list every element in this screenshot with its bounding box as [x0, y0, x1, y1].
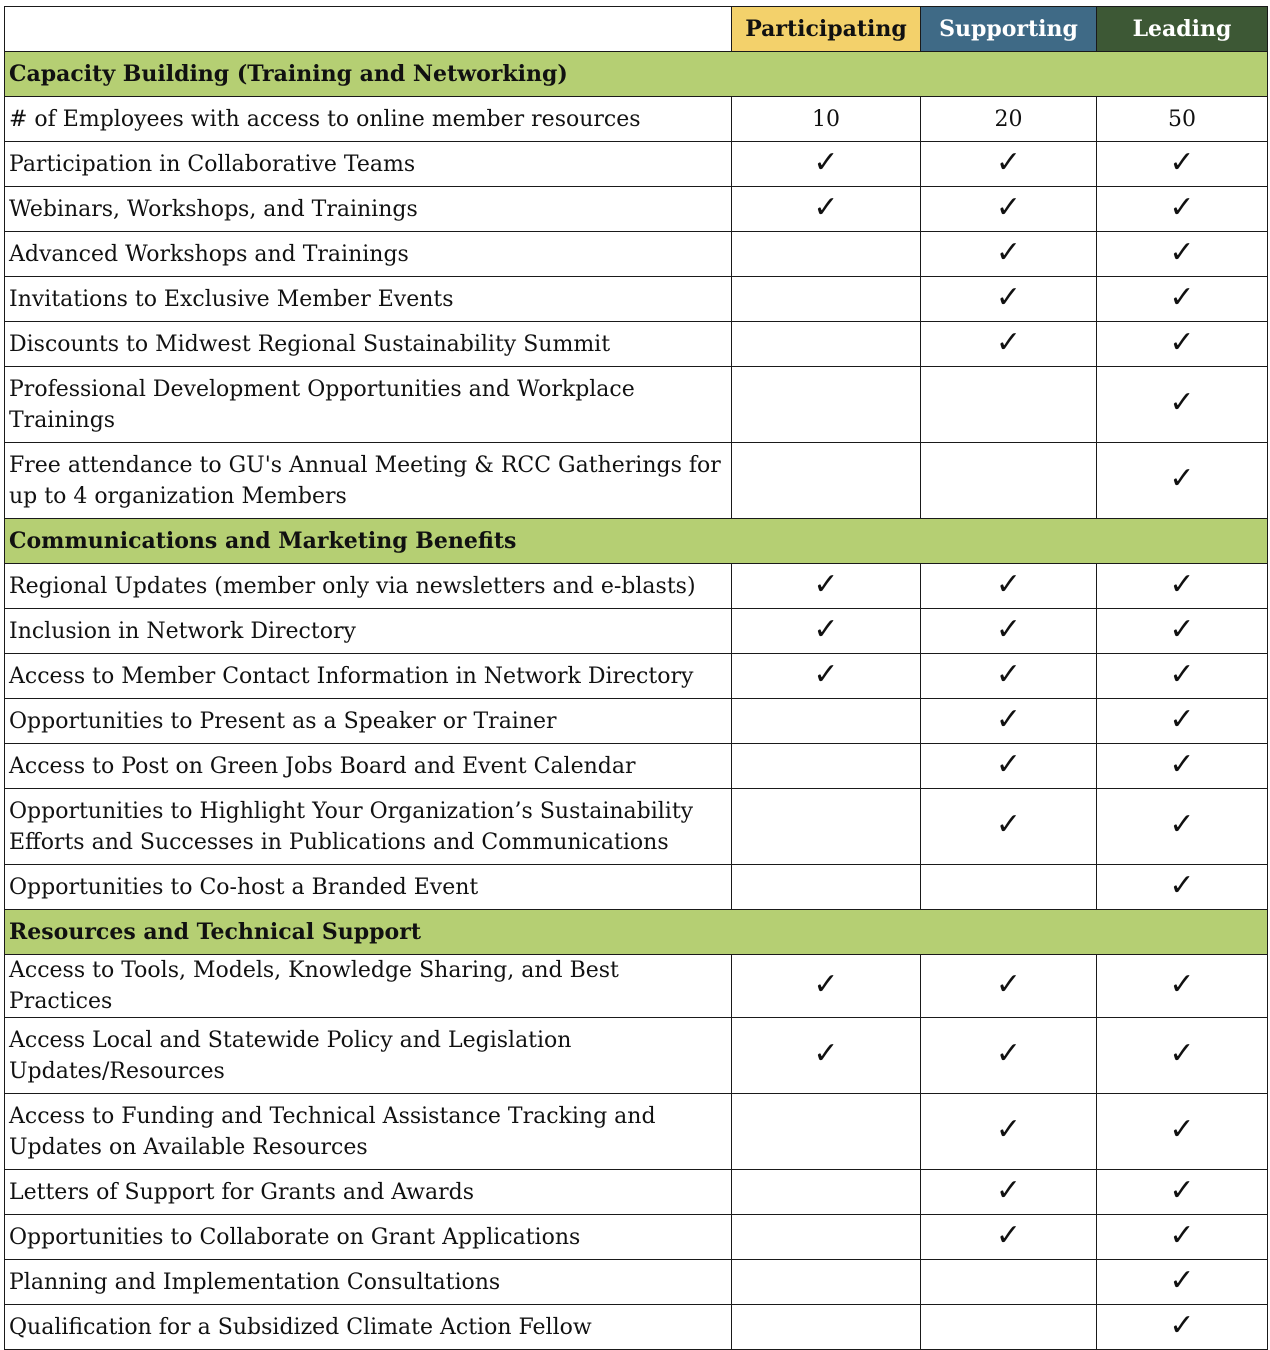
benefit-cell-leading [1097, 789, 1268, 865]
checkmark-icon: ✓ [995, 189, 1022, 225]
benefit-cell-participating [732, 865, 921, 910]
benefit-cell-leading [1097, 142, 1268, 187]
checkmark-icon: ✓ [813, 189, 839, 225]
table-row [5, 1305, 1268, 1350]
benefit-cell-leading [1097, 443, 1268, 519]
checkmark-icon: ✓ [813, 656, 839, 692]
benefit-cell-supporting [921, 277, 1097, 322]
checkmark-icon: ✓ [995, 746, 1022, 782]
benefit-cell-participating [732, 654, 921, 699]
section-header-row [5, 52, 1268, 97]
benefit-cell-supporting [921, 865, 1097, 910]
checkmark-icon: ✓ [1169, 385, 1195, 420]
benefit-cell-participating [732, 187, 921, 232]
checkmark-icon: ✓ [1169, 566, 1195, 602]
table-row [5, 1018, 1268, 1094]
benefit-label: Planning and Implementation Consultations [5, 1260, 732, 1305]
benefit-label: Letters of Support for Grants and Awards [5, 1170, 732, 1215]
benefit-cell-leading [1097, 1094, 1268, 1170]
checkmark-icon: ✓ [995, 234, 1022, 270]
benefit-cell-supporting [921, 1305, 1097, 1350]
benefit-cell-participating [732, 699, 921, 744]
benefit-cell-leading [1097, 1305, 1268, 1350]
checkmark-icon: ✓ [1169, 144, 1195, 180]
benefit-cell-leading [1097, 322, 1268, 367]
benefit-cell-supporting [921, 564, 1097, 609]
checkmark-icon: ✓ [995, 1172, 1022, 1208]
table-row [5, 187, 1268, 232]
benefit-cell-supporting: 20 [921, 97, 1097, 142]
benefit-label: Opportunities to Highlight Your Organization’s Sustainability Efforts and Successes in Publications and Communications [5, 789, 732, 865]
benefit-cell-leading [1097, 232, 1268, 277]
checkmark-icon: ✓ [813, 566, 839, 602]
tier-header-supporting: Supporting [921, 7, 1097, 52]
table-row [5, 1170, 1268, 1215]
benefit-cell-participating [732, 277, 921, 322]
section-header-row [5, 910, 1268, 955]
benefit-cell-supporting [921, 1170, 1097, 1215]
checkmark-icon: ✓ [1169, 279, 1195, 315]
benefit-cell-leading [1097, 1215, 1268, 1260]
checkmark-icon: ✓ [995, 279, 1022, 315]
benefit-label: Free attendance to GU's Annual Meeting & RCC Gatherings for up to 4 organization Members [5, 443, 732, 519]
benefit-cell-participating [732, 1305, 921, 1350]
benefit-cell-leading [1097, 744, 1268, 789]
checkmark-icon: ✓ [1169, 701, 1195, 737]
checkmark-icon: ✓ [1169, 867, 1195, 903]
benefit-label: Regional Updates (member only via newsletters and e-blasts) [5, 564, 732, 609]
section-title: Communications and Marketing Benefits [5, 519, 1268, 564]
benefit-cell-supporting [921, 187, 1097, 232]
benefit-cell-participating [732, 322, 921, 367]
table-row [5, 744, 1268, 789]
table-row [5, 789, 1268, 865]
checkmark-icon: ✓ [1169, 189, 1195, 225]
benefit-cell-supporting [921, 1018, 1097, 1094]
checkmark-icon: ✓ [1169, 1036, 1195, 1071]
checkmark-icon: ✓ [995, 144, 1022, 180]
checkmark-icon: ✓ [1169, 461, 1195, 496]
table-row [5, 1260, 1268, 1305]
benefit-cell-supporting [921, 322, 1097, 367]
table-row [5, 654, 1268, 699]
checkmark-icon: ✓ [1169, 656, 1195, 692]
benefit-cell-participating [732, 564, 921, 609]
table-row [5, 564, 1268, 609]
table-row [5, 865, 1268, 910]
checkmark-icon: ✓ [1169, 611, 1195, 647]
checkmark-icon: ✓ [995, 1036, 1022, 1071]
checkmark-icon: ✓ [995, 701, 1022, 737]
benefit-cell-leading [1097, 609, 1268, 654]
checkmark-icon: ✓ [1169, 746, 1195, 782]
benefit-cell-participating [732, 232, 921, 277]
benefit-cell-supporting [921, 367, 1097, 443]
benefit-cell-supporting [921, 955, 1097, 1018]
benefit-cell-participating [732, 789, 921, 865]
checkmark-icon: ✓ [1169, 1112, 1195, 1147]
checkmark-icon: ✓ [1169, 1262, 1195, 1298]
benefit-cell-participating [732, 955, 921, 1018]
section-title: Resources and Technical Support [5, 910, 1268, 955]
checkmark-icon: ✓ [1169, 966, 1195, 1002]
checkmark-icon: ✓ [1169, 234, 1195, 270]
benefit-cell-participating [732, 367, 921, 443]
benefit-cell-leading [1097, 699, 1268, 744]
benefit-label: Opportunities to Co-host a Branded Event [5, 865, 732, 910]
benefit-cell-participating [732, 1094, 921, 1170]
checkmark-icon: ✓ [995, 1217, 1022, 1253]
table-row [5, 322, 1268, 367]
benefit-cell-leading [1097, 1170, 1268, 1215]
benefit-cell-participating [732, 744, 921, 789]
checkmark-icon: ✓ [813, 966, 839, 1002]
benefit-label: Participation in Collaborative Teams [5, 142, 732, 187]
benefit-label: # of Employees with access to online member resources [5, 97, 732, 142]
checkmark-icon: ✓ [995, 807, 1022, 842]
benefit-cell-leading [1097, 564, 1268, 609]
benefit-cell-supporting [921, 142, 1097, 187]
benefit-cell-leading [1097, 187, 1268, 232]
table-row [5, 1215, 1268, 1260]
benefit-label: Access to Member Contact Information in Network Directory [5, 654, 732, 699]
benefit-cell-participating [732, 1260, 921, 1305]
benefit-cell-leading [1097, 1260, 1268, 1305]
benefit-cell-supporting [921, 699, 1097, 744]
checkmark-icon: ✓ [995, 611, 1022, 647]
table-row [5, 142, 1268, 187]
benefit-label: Professional Development Opportunities and Workplace Trainings [5, 367, 732, 443]
section-header-row [5, 519, 1268, 564]
benefit-label: Opportunities to Present as a Speaker or Trainer [5, 699, 732, 744]
benefit-cell-participating [732, 1018, 921, 1094]
benefit-cell-supporting [921, 1094, 1097, 1170]
tier-header-leading: Leading [1097, 7, 1268, 52]
benefit-cell-participating [732, 142, 921, 187]
benefit-label: Access to Tools, Models, Knowledge Sharing, and Best Practices [5, 955, 732, 1018]
benefit-cell-supporting [921, 789, 1097, 865]
benefit-label: Webinars, Workshops, and Trainings [5, 187, 732, 232]
benefit-label: Access to Post on Green Jobs Board and Event Calendar [5, 744, 732, 789]
benefit-label: Access to Funding and Technical Assistance Tracking and Updates on Available Resources [5, 1094, 732, 1170]
header-blank-cell [5, 7, 732, 52]
benefit-cell-supporting [921, 744, 1097, 789]
checkmark-icon: ✓ [813, 144, 839, 180]
benefit-cell-leading [1097, 277, 1268, 322]
benefit-label: Inclusion in Network Directory [5, 609, 732, 654]
checkmark-icon: ✓ [1169, 1172, 1195, 1208]
benefit-cell-leading [1097, 1018, 1268, 1094]
table-row [5, 1094, 1268, 1170]
section-title: Capacity Building (Training and Networking) [5, 52, 1268, 97]
table-row [5, 277, 1268, 322]
benefit-label: Discounts to Midwest Regional Sustainability Summit [5, 322, 732, 367]
benefit-cell-supporting [921, 609, 1097, 654]
checkmark-icon: ✓ [813, 611, 839, 647]
table-row [5, 609, 1268, 654]
table-row [5, 232, 1268, 277]
benefit-cell-supporting [921, 232, 1097, 277]
table-row [5, 955, 1268, 1018]
checkmark-icon: ✓ [813, 1036, 839, 1071]
benefit-cell-leading [1097, 865, 1268, 910]
tier-header-row [5, 7, 1268, 52]
benefit-cell-leading [1097, 367, 1268, 443]
checkmark-icon: ✓ [995, 656, 1022, 692]
benefit-label: Access Local and Statewide Policy and Legislation Updates/Resources [5, 1018, 732, 1094]
benefit-cell-supporting [921, 1260, 1097, 1305]
benefit-cell-leading [1097, 955, 1268, 1018]
checkmark-icon: ✓ [1169, 1307, 1195, 1343]
checkmark-icon: ✓ [995, 1112, 1022, 1147]
benefit-cell-participating [732, 1215, 921, 1260]
benefit-label: Opportunities to Collaborate on Grant Applications [5, 1215, 732, 1260]
benefit-cell-participating: 10 [732, 97, 921, 142]
checkmark-icon: ✓ [1169, 324, 1195, 360]
checkmark-icon: ✓ [1169, 807, 1195, 842]
table-row [5, 443, 1268, 519]
benefit-cell-participating [732, 609, 921, 654]
benefit-cell-leading [1097, 654, 1268, 699]
benefit-label: Advanced Workshops and Trainings [5, 232, 732, 277]
tier-header-participating: Participating [732, 7, 921, 52]
benefit-label: Qualification for a Subsidized Climate Action Fellow [5, 1305, 732, 1350]
benefit-cell-participating [732, 1170, 921, 1215]
table-row [5, 367, 1268, 443]
checkmark-icon: ✓ [995, 566, 1022, 602]
membership-benefits-table [4, 6, 1268, 1350]
benefits-body [5, 52, 1268, 1350]
benefit-label: Invitations to Exclusive Member Events [5, 277, 732, 322]
checkmark-icon: ✓ [995, 324, 1022, 360]
table-row [5, 97, 1268, 142]
benefit-cell-supporting [921, 1215, 1097, 1260]
table-row [5, 699, 1268, 744]
checkmark-icon: ✓ [995, 966, 1022, 1002]
benefit-cell-leading: 50 [1097, 97, 1268, 142]
benefit-cell-supporting [921, 443, 1097, 519]
checkmark-icon: ✓ [1169, 1217, 1195, 1253]
benefit-cell-supporting [921, 654, 1097, 699]
benefit-cell-participating [732, 443, 921, 519]
